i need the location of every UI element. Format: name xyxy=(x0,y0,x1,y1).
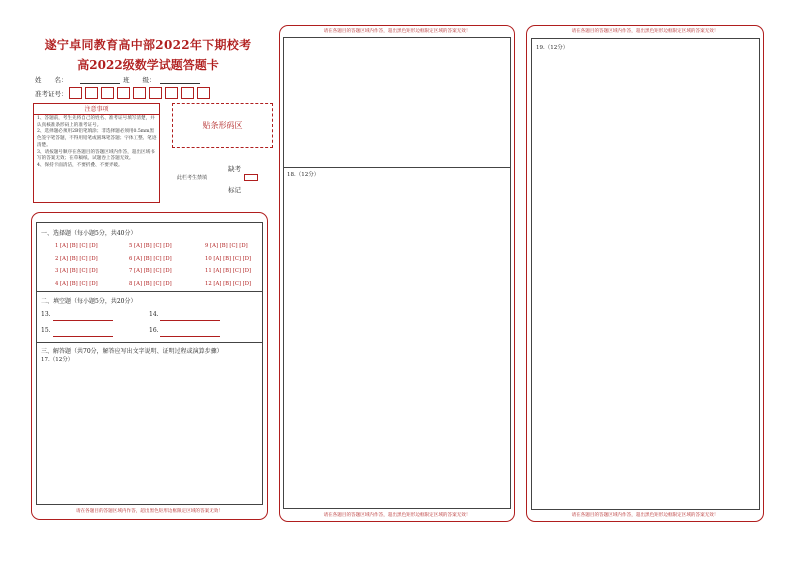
question-17-label: 17.（12分） xyxy=(41,357,74,363)
fill-q15-label: 15. xyxy=(41,327,51,334)
choice-row[interactable]: 3 [A] [B] [C] [D] xyxy=(55,268,98,274)
notice-item: 2、选择题必须用2B铅笔填涂；非选择题必须用0.5mm黑色签字笔答题，不得用铅笔或圆珠笔答题；字体工整、笔迹清楚。 xyxy=(37,129,157,148)
barcode-label: 贴条形码区 xyxy=(202,121,243,130)
id-label: 准考证号： xyxy=(35,90,68,98)
fill-q14-label: 14. xyxy=(149,311,159,318)
choice-row[interactable]: 11 [A] [B] [C] [D] xyxy=(205,268,252,274)
choice-column-1 xyxy=(55,243,98,293)
fill-q15-line[interactable] xyxy=(53,330,113,337)
warning-footer-middle: 请在各题目的答题区域内作答，超出黑色矩形边框限定区域的答案无效！ xyxy=(323,513,471,518)
question-17-answer-area[interactable] xyxy=(38,364,261,503)
notice-box xyxy=(33,103,160,203)
fill-q16-line[interactable] xyxy=(160,330,220,337)
question-divider xyxy=(283,167,511,168)
exam-title-line1: 遂宁卓同教育高中部2022年下期校考 xyxy=(44,38,252,52)
choice-row[interactable]: 10 [A] [B] [C] [D] xyxy=(205,255,252,262)
warning-footer-left: 请在各题目的答题区域内作答，超出黑色矩形边框限定区域的答案无效！ xyxy=(75,509,223,514)
exam-title-line2: 高2022级数学试题答题卡 xyxy=(77,58,219,72)
choice-column-2 xyxy=(129,243,172,293)
notice-item: 1、答题前，考生先将自己的姓名、准考证号填写清楚，并认真核准条形码上的准考证号。 xyxy=(37,116,155,128)
absent-label-top: 缺考 xyxy=(228,165,241,173)
barcode-area xyxy=(172,103,273,148)
class-label: 班 级： xyxy=(123,76,156,84)
question-17-continued-area[interactable] xyxy=(285,39,509,166)
fill-q13-label: 13. xyxy=(41,311,51,318)
question-18-label: 18.（12分） xyxy=(287,172,320,178)
section2-title: 二、填空题（每小题5分，共20分） xyxy=(41,298,137,305)
absent-label-bottom: 标记 xyxy=(228,186,241,194)
section-divider xyxy=(36,342,263,343)
notice-title: 注意事项 xyxy=(34,105,159,115)
name-field[interactable] xyxy=(80,75,120,84)
choice-row[interactable]: 5 [A] [B] [C] [D] xyxy=(129,243,172,249)
name-label: 姓 名： xyxy=(35,76,68,84)
notice-item: 4、保持卡面清洁，不要折叠、不要弄破。 xyxy=(37,162,123,168)
section3-title: 三、解答题（共70分，解答应写出文字说明、证明过程或演算步骤） xyxy=(41,348,223,355)
warning-header-middle: 请在各题目的答题区域内作答，超出黑色矩形边框限定区域的答案无效！ xyxy=(323,29,471,34)
choice-row[interactable]: 7 [A] [B] [C] [D] xyxy=(129,268,172,274)
absent-note: 此栏考生禁填 xyxy=(177,175,208,181)
choice-row[interactable]: 4 [A] [B] [C] [D] xyxy=(55,280,98,287)
choice-row[interactable]: 9 [A] [B] [C] [D] xyxy=(205,243,248,249)
fill-q14-line[interactable] xyxy=(160,314,220,321)
choice-row[interactable]: 1 [A] [B] [C] [D] xyxy=(55,243,98,249)
choice-column-3 xyxy=(205,243,251,293)
choice-row[interactable]: 12 [A] [B] [C] [D] xyxy=(205,280,252,287)
notice-item: 3、请按题号顺序在各题目的答题区域内作答，超出区域书写的答案无效；在草稿纸、试题卷上答题无效。 xyxy=(37,149,155,162)
question-19-answer-area[interactable] xyxy=(533,52,758,508)
question-18-answer-area[interactable] xyxy=(285,179,509,507)
section-divider xyxy=(36,291,263,292)
class-field[interactable] xyxy=(160,75,200,84)
choice-row[interactable]: 2 [A] [B] [C] [D] xyxy=(55,255,98,262)
warning-header-right: 请在各题目的答题区域内作答，超出黑色矩形边框限定区域的答案无效！ xyxy=(571,29,719,34)
warning-footer-right: 请在各题目的答题区域内作答，超出黑色矩形边框限定区域的答案无效！ xyxy=(571,513,719,518)
absent-checkbox[interactable] xyxy=(244,174,258,181)
section1-title: 一、选择题（每小题5分，共40分） xyxy=(41,230,137,237)
id-number-boxes[interactable] xyxy=(69,87,219,99)
choice-row[interactable]: 8 [A] [B] [C] [D] xyxy=(129,280,172,287)
choice-row[interactable]: 6 [A] [B] [C] [D] xyxy=(129,255,172,262)
fill-q16-label: 16. xyxy=(149,327,159,334)
fill-q13-line[interactable] xyxy=(53,314,113,321)
question-19-label: 19.（12分） xyxy=(536,45,569,51)
